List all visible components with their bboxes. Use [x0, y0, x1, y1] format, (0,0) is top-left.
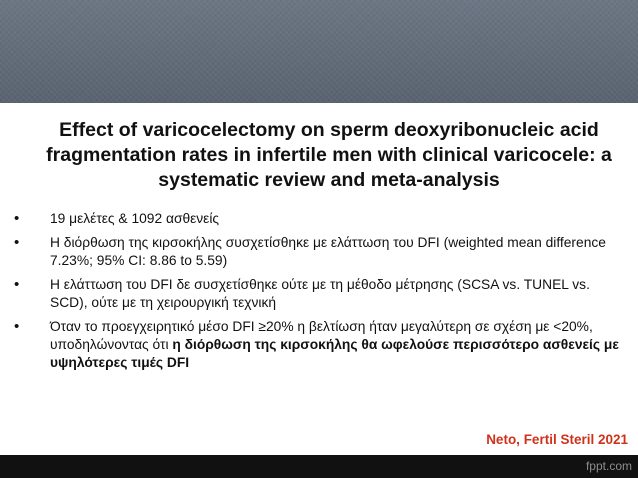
bullet-bold-text: η διόρθωση της κιρσοκήλης θα ωφελούσε περισσότερο ασθενείς με υψηλότερες τιμές DFI: [50, 337, 619, 370]
bullet-item: [14, 276, 630, 312]
bullet-text: Η ελάττωση του DFI δε συσχετίσθηκε ούτε με τη μέθοδο μέτρησης (SCSA vs. TUNEL vs. SCD), ούτε με τη χειρουργική τεχνική: [50, 277, 590, 310]
footer-bar: [0, 455, 638, 478]
bullet-item: [14, 234, 630, 270]
slide-title: Effect of varicocelectomy on sperm deoxyribonucleic acid fragmentation rates in infertile men with clinical varicocele: a systematic review and meta-analysis: [46, 119, 612, 191]
bullet-list: [14, 210, 630, 378]
bullet-icon: •: [14, 276, 20, 293]
bullet-icon: •: [14, 234, 20, 251]
bullet-text: Η διόρθωση της κιρσοκήλης συσχετίσθηκε με ελάττωση του DFI (weighted mean difference 7.23%; 95% CI: 8.86 to 5.59): [50, 235, 606, 268]
watermark: fppt.com: [585, 459, 632, 473]
bullet-text: 19 μελέτες & 1092 ασθενείς: [50, 211, 220, 226]
citation: Neto, Fertil Steril 2021: [486, 432, 628, 447]
bullet-text: Όταν το προεγχειρητικό μέσο DFI ≥20% η βελτίωση ήταν μεγαλύτερη σε σχέση με <20%, υποδηλώνοντας ότι: [50, 319, 593, 352]
bullet-item: [14, 210, 630, 228]
header-band: [0, 0, 638, 103]
bullet-icon: •: [14, 318, 20, 335]
bullet-icon: •: [14, 210, 20, 227]
bullet-item: [14, 318, 630, 372]
